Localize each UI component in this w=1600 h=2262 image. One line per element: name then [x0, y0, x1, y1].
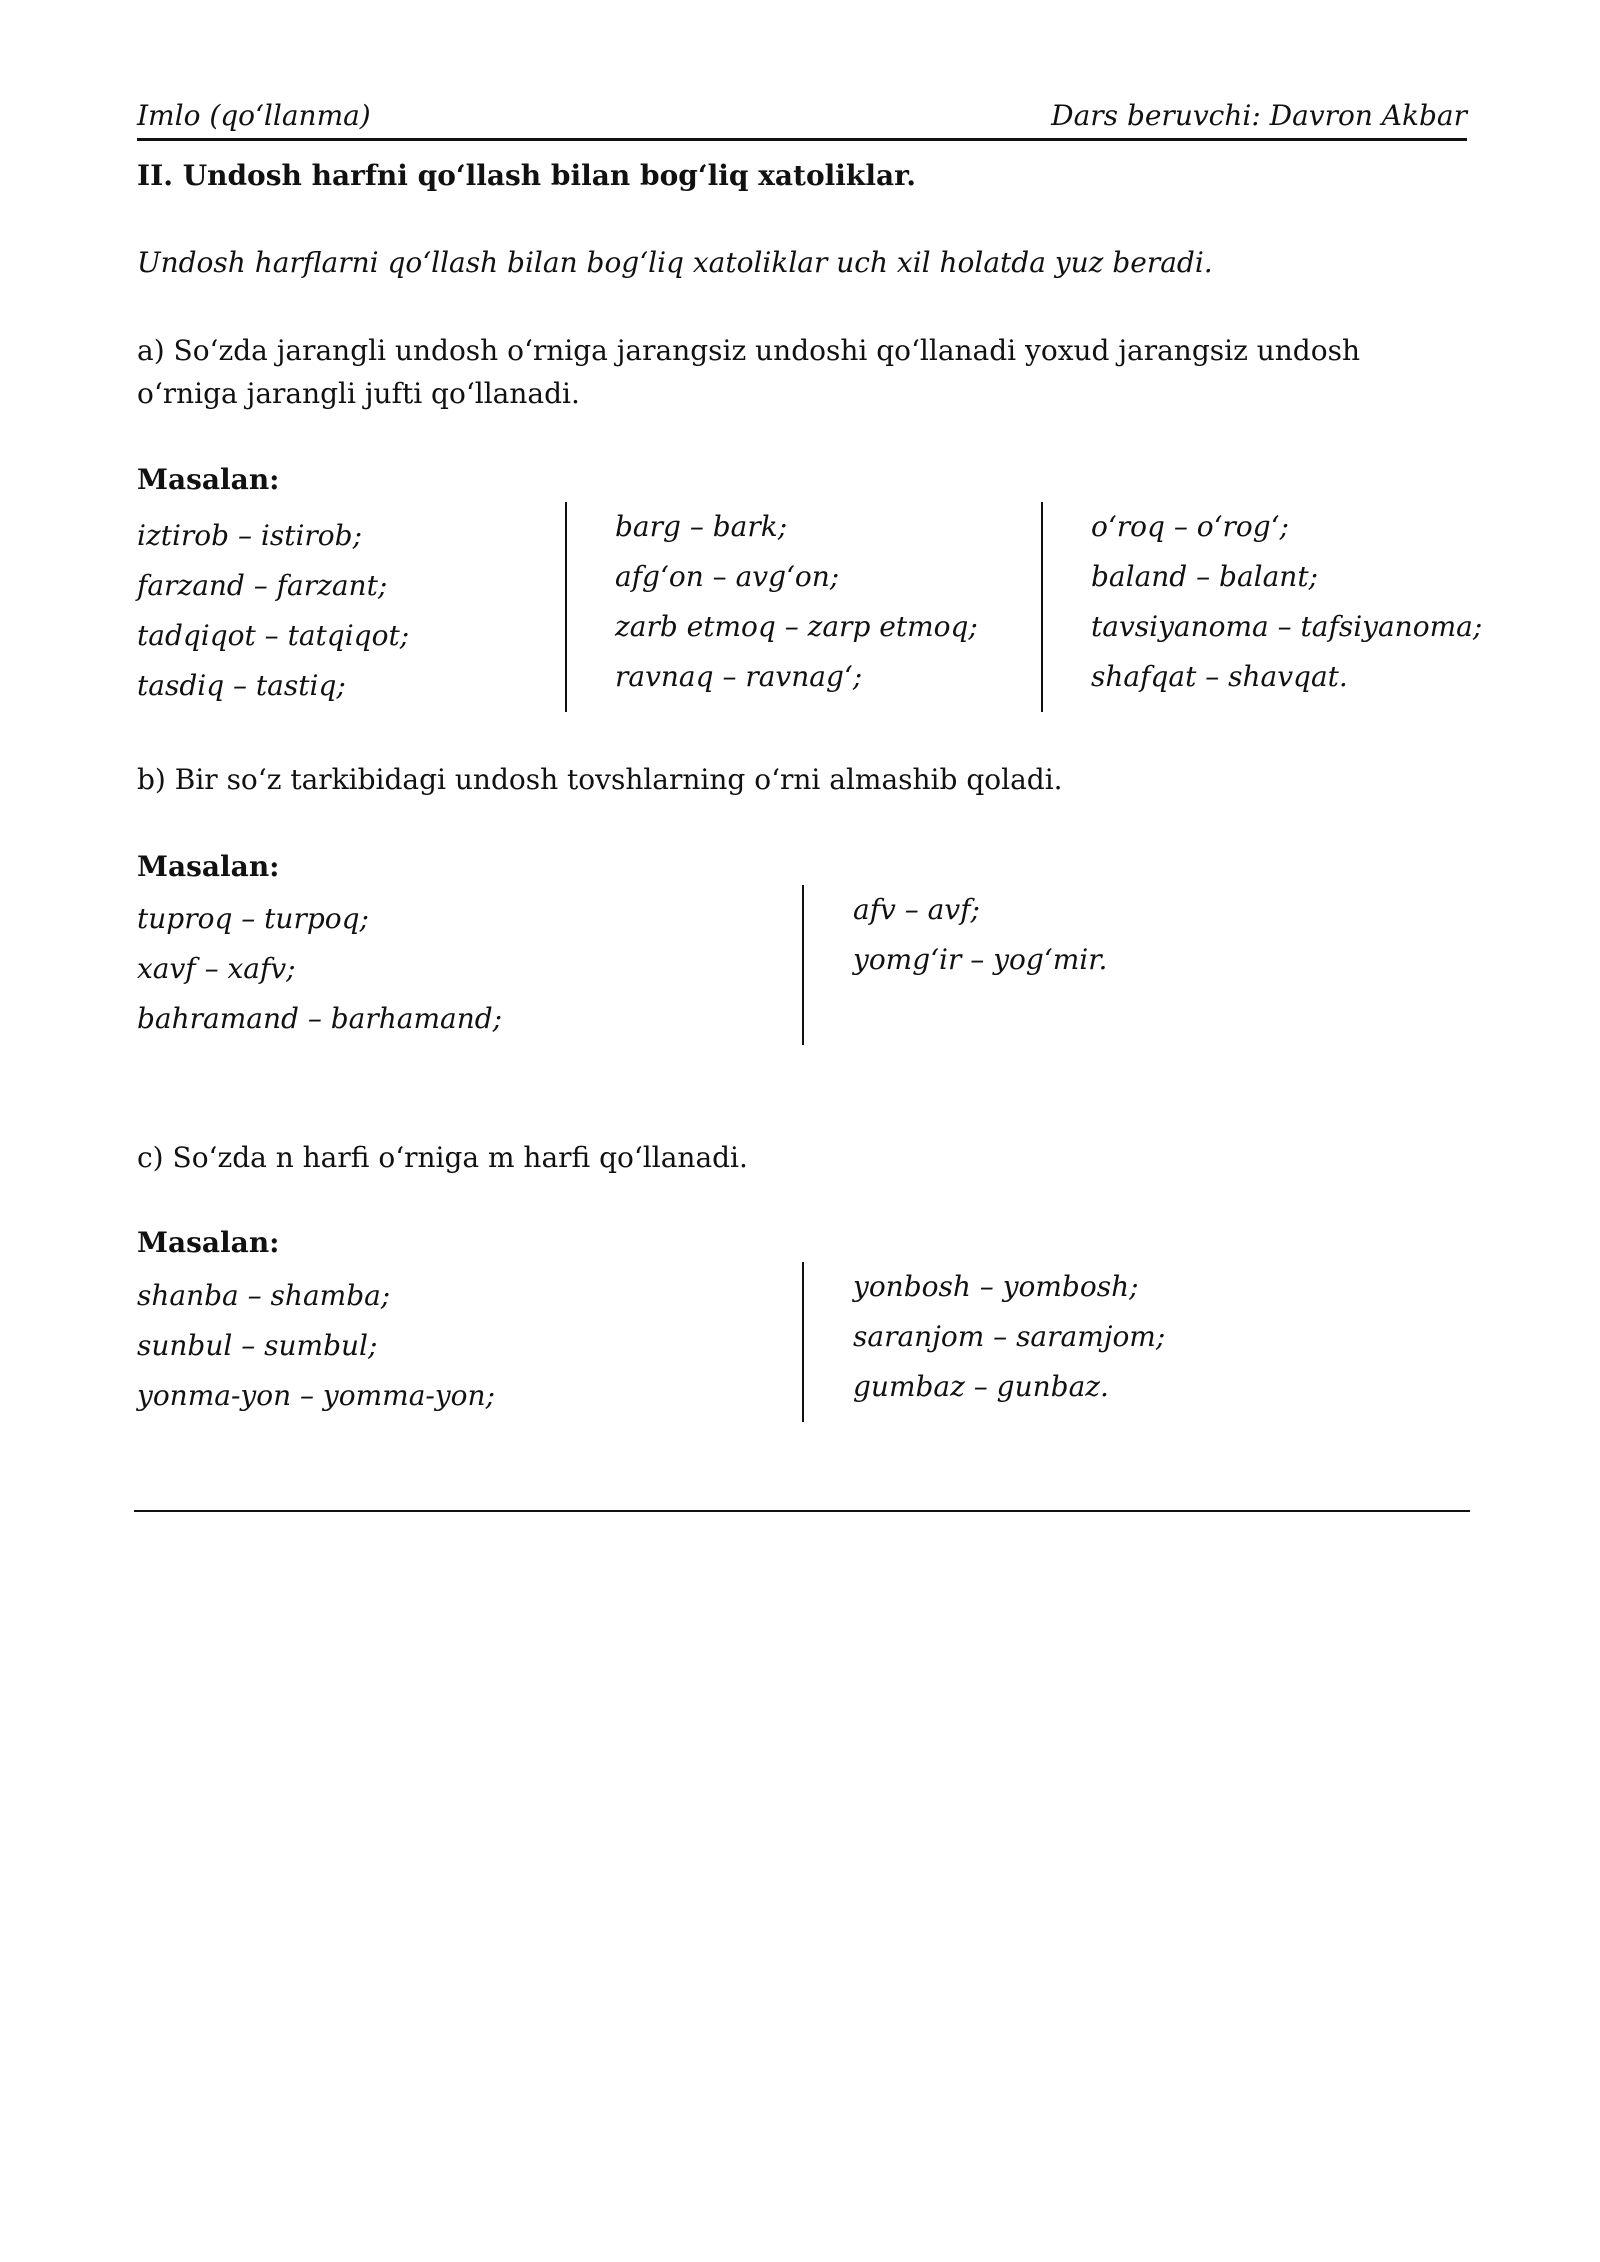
column-divider: [802, 1262, 804, 1422]
column-divider: [1041, 502, 1043, 712]
part-b-example-label: Masalan:: [137, 850, 280, 883]
example-pair: saranjom – saramjom;: [853, 1320, 1166, 1353]
part-a-text: a) So‘zda jarangli undosh o‘rniga jarangsiz undoshi qo‘llanadi yoxud jarangsiz undosh o‘rniga jarangli jufti qo‘llanadi.: [137, 334, 1360, 410]
header-author: Dars beruvchi: Davron Akbar: [1051, 99, 1467, 132]
example-pair: tasdiq – tastiq;: [137, 669, 346, 702]
page-header: [137, 98, 1467, 141]
example-pair: shanba – shamba;: [137, 1279, 391, 1312]
example-pair: gumbaz – gunbaz.: [853, 1370, 1109, 1403]
column-divider: [565, 502, 567, 712]
header-title: Imlo (qo‘llanma): [137, 99, 371, 132]
part-c-column-1: [137, 1271, 495, 1421]
example-pair: yonma-yon – yomma-yon;: [137, 1379, 495, 1412]
example-pair: baland – balant;: [1091, 560, 1319, 593]
part-a-example-label: Masalan:: [137, 463, 280, 496]
example-pair: ravnaq – ravnag‘;: [615, 660, 863, 693]
example-pair: bahramand – barhamand;: [137, 1002, 503, 1035]
part-b-column-1: [137, 894, 502, 1044]
example-pair: afg‘on – avg‘on;: [615, 560, 840, 593]
example-pair: farzand – farzant;: [137, 569, 388, 602]
part-a-column-1: [137, 511, 409, 711]
example-pair: tuproq – turpoq;: [137, 902, 369, 935]
part-a-column-3: [1091, 502, 1482, 702]
example-pair: yonbosh – yombosh;: [853, 1270, 1139, 1303]
column-divider: [802, 885, 804, 1045]
example-pair: afv – avf;: [853, 893, 980, 926]
part-b-text: b) Bir so‘z tarkibidagi undosh tovshlarning o‘rni almashib qoladi.: [137, 763, 1063, 796]
example-pair: tadqiqot – tatqiqot;: [137, 619, 410, 652]
part-b-column-2: [853, 885, 1107, 985]
part-c-column-2: [853, 1262, 1165, 1412]
example-pair: zarb etmoq – zarp etmoq;: [615, 610, 978, 643]
intro-text: Undosh harflarni qo‘llash bilan bog‘liq xatoliklar uch xil holatda yuz beradi.: [137, 246, 1213, 279]
example-pair: xavf – xafv;: [137, 952, 296, 985]
part-c-text: c) So‘zda n harfi o‘rniga m harfi qo‘llanadi.: [137, 1141, 748, 1174]
part-c-example-label: Masalan:: [137, 1226, 280, 1259]
example-pair: shafqat – shavqat.: [1091, 660, 1348, 693]
example-pair: yomg‘ir – yog‘mir.: [853, 943, 1108, 976]
example-pair: o‘roq – o‘rog‘;: [1091, 510, 1289, 543]
part-a-column-2: [615, 502, 978, 702]
example-pair: sunbul – sumbul;: [137, 1329, 378, 1362]
section-title: II. Undosh harfni qo‘llash bilan bog‘liq xatoliklar.: [137, 159, 917, 192]
example-pair: iztirob – istirob;: [137, 519, 363, 552]
example-pair: tavsiyanoma – tafsiyanoma;: [1091, 610, 1483, 643]
example-pair: barg – bark;: [615, 510, 788, 543]
bottom-rule: [134, 1510, 1470, 1512]
